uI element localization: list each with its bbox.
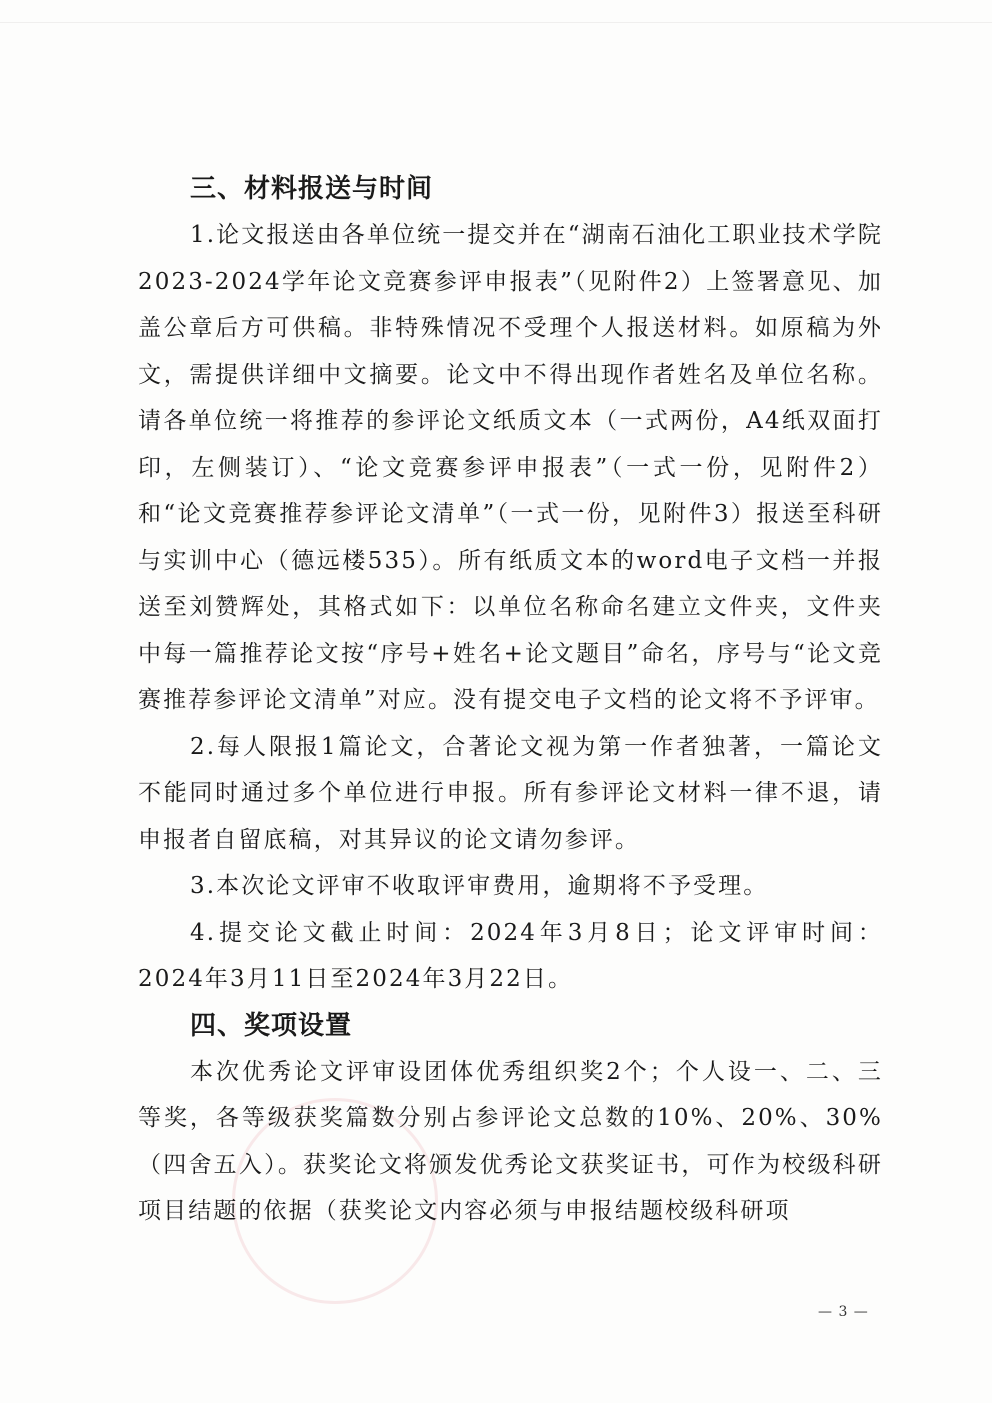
section-4-paragraph: 本次优秀论文评审设团体优秀组织奖2个；个人设一、二、三等奖，各等级获奖篇数分别占参评论文总数的10%、20%、30%（四舍五入）。获奖论文将颁发优秀论文获奖证书，可作为校级科研项目结题的依据（获奖论文内容必须与申报结题校级科研项	[138, 1058, 883, 1224]
section-3-item-2: 2.每人限报1篇论文，合著论文视为第一作者独著，一篇论文不能同时通过多个单位进行申报。所有参评论文材料一律不退，请申报者自留底稿，对其异议的论文请勿参评。	[138, 733, 883, 853]
scan-edge-line	[0, 22, 992, 23]
section-3-heading: 三、材料报送与时间	[190, 174, 434, 204]
section-3-item-1: 1.论文报送由各单位统一提交并在“湖南石油化工职业技术学院2023-2024学年论文竞赛参评申报表”（见附件2）上签署意见、加盖公章后方可供稿。非特殊情况不受理个人报送材料。如原稿为外文，需提供详细中文摘要。论文中不得出现作者姓名及单位名称。请各单位统一将推荐的参评论文纸质文本（一式两份，A4纸双面打印，左侧装订）、“论文竞赛参评申报表”（一式一份，见附件2）和“论文竞赛推荐参评论文清单”（一式一份，见附件3）报送至科研与实训中心（德远楼535）。所有纸质文本的word电子文档一并报送至刘赞辉处，其格式如下：以单位名称命名建立文件夹，文件夹中每一篇推荐论文按“序号+姓名+论文题目”命名，序号与“论文竞赛推荐参评论文清单”对应。没有提交电子文档的论文将不予评审。	[138, 222, 883, 713]
page-number: — 3 —	[818, 1304, 869, 1320]
page-body	[138, 166, 883, 1235]
section-3-item-4: 4.提交论文截止时间：2024年3月8日；论文评审时间：2024年3月11日至2024年3月22日。	[138, 919, 883, 992]
section-4-heading: 四、奖项设置	[190, 1010, 353, 1041]
section-3-item-3: 3.本次论文评审不收取评审费用，逾期将不予受理。	[190, 873, 769, 899]
